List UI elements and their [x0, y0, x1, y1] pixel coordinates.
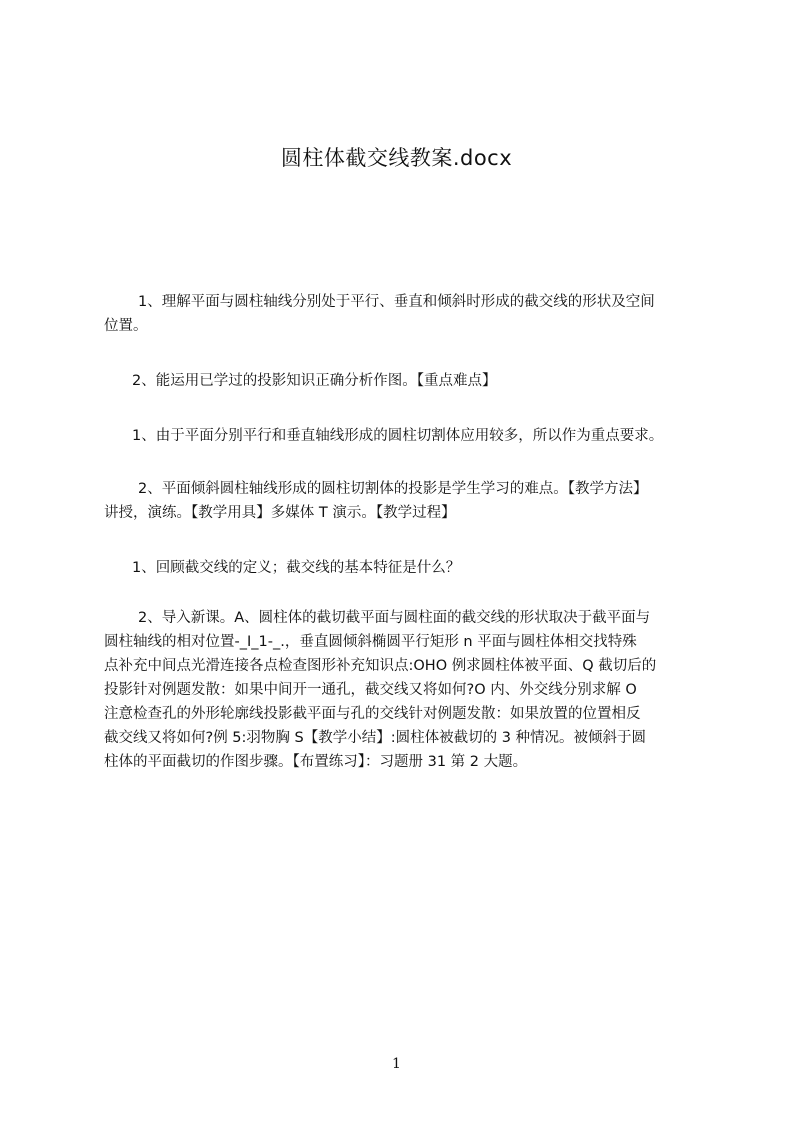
text-line: 1、回顾截交线的定义；截交线的基本特征是什么？: [132, 560, 461, 576]
paragraph-review: [104, 556, 724, 580]
text-line: 位置。: [104, 318, 148, 334]
text-line: 截交线又将如何?例 5:羽物胸 S【教学小结】:圆柱体被截切的 3 种情况。被倾斜于圆: [104, 730, 647, 746]
text-line: 点补充中间点光滑连接各点检查图形补充知识点:OHO 例求圆柱体被平面、Q 截切后的: [104, 658, 657, 674]
text-line: 注意检查孔的外形轮廓线投影截平面与孔的交线针对例题发散：如果放置的位置相反: [104, 706, 641, 722]
page-number: 1: [392, 1056, 401, 1072]
text-line: 2、能运用已学过的投影知识正确分析作图。【重点难点】: [132, 373, 497, 389]
paragraph-new-lesson: [104, 606, 724, 774]
text-line: 2、平面倾斜圆柱轴线形成的圆柱切割体的投影是学生学习的难点。【教学方法】: [138, 481, 648, 497]
paragraph-key-point: [104, 424, 724, 448]
text-line: 圆柱轴线的相对位置-_I_1-_.，垂直圆倾斜椭圆平行矩形 n 平面与圆柱体相交找特殊: [104, 634, 637, 650]
paragraph-difficulty: [104, 477, 724, 525]
text-line: 讲授，演练。【教学用具】多媒体 T 演示。【教学过程】: [104, 505, 456, 521]
paragraph-objective-2: [104, 369, 724, 393]
text-line: 柱体的平面截切的作图步骤。【布置练习】：习题册 31 第 2 大题。: [104, 754, 528, 770]
text-line: 1、由于平面分别平行和垂直轴线形成的圆柱切割体应用较多，所以作为重点要求。: [132, 428, 664, 444]
text-line: 投影针对例题发散：如果中间开一通孔，截交线又将如何?O 内、外交线分别求解 O: [104, 682, 637, 698]
text-line: 2、导入新课。A、圆柱体的截切截平面与圆柱面的截交线的形状取决于截平面与: [138, 610, 651, 626]
paragraph-objective-1: [104, 290, 724, 338]
text-line: 1、理解平面与圆柱轴线分别处于平行、垂直和倾斜时形成的截交线的形状及空间: [138, 294, 655, 310]
document-title: 圆柱体截交线教案.docx: [280, 146, 513, 170]
